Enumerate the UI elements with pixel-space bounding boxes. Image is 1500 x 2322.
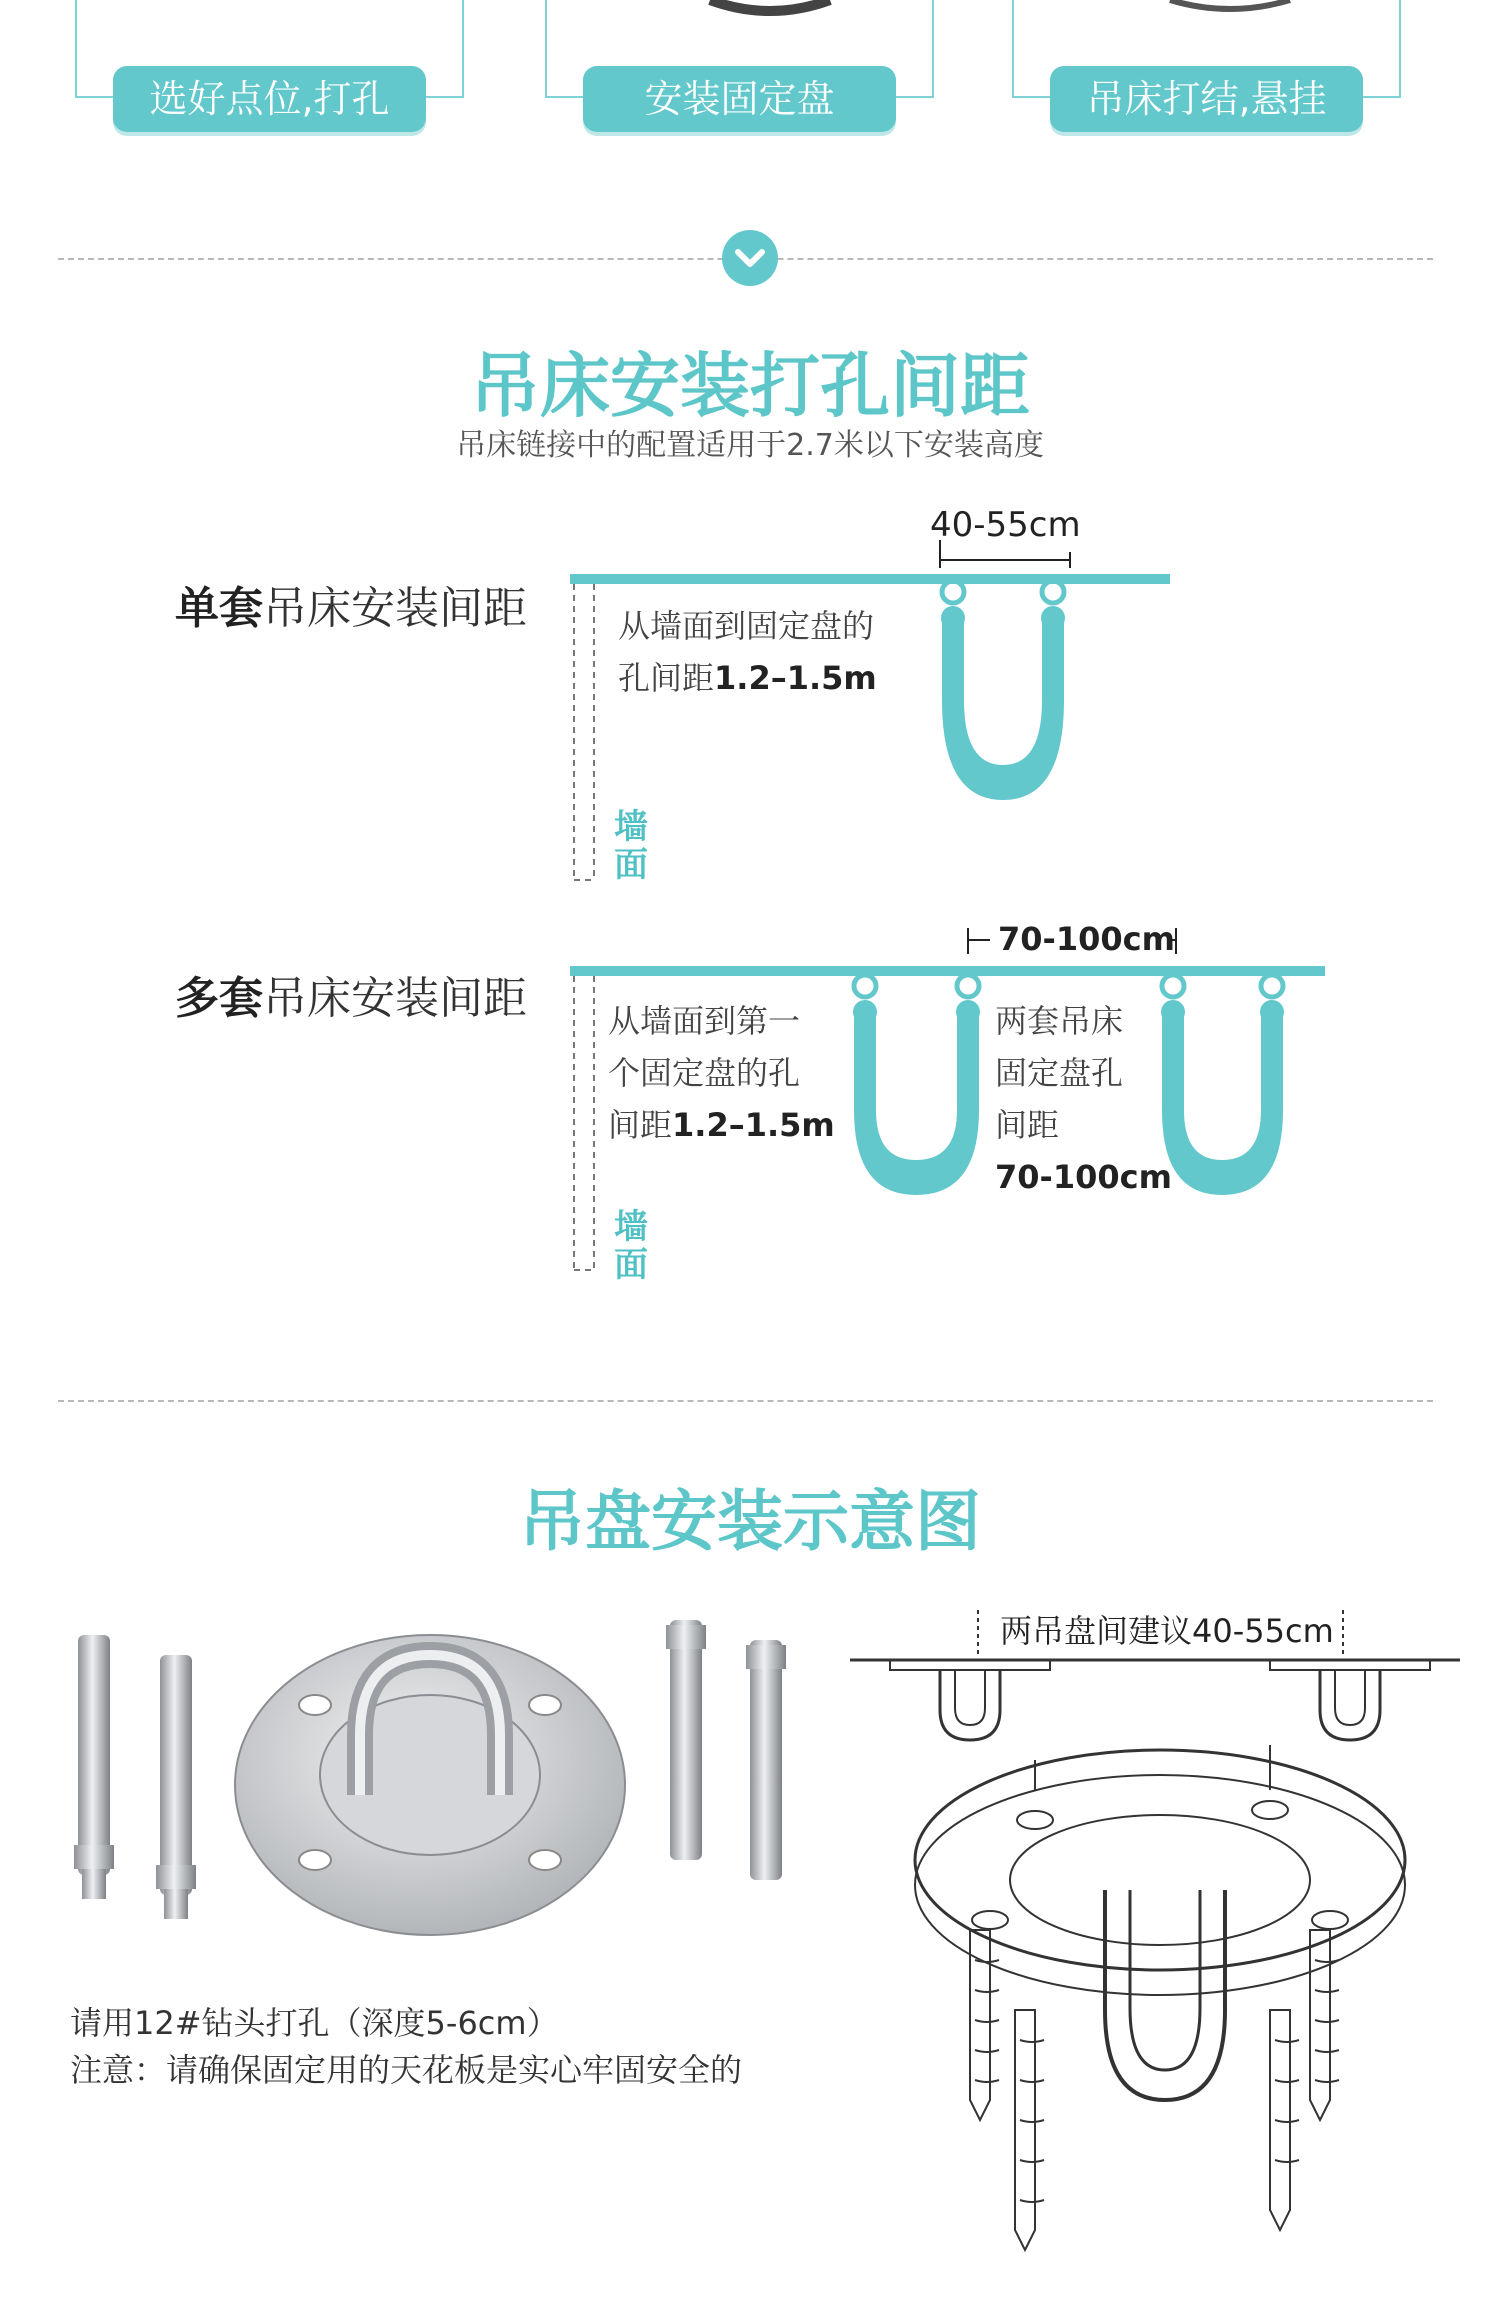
install-caption-2: 注意：请确保固定用的天花板是实心牢固安全的 <box>70 2051 743 2089</box>
expansion-bolt-4 <box>746 1640 786 1880</box>
multi-note-prefix: 间距 <box>608 1106 673 1144</box>
expansion-bolt-1 <box>74 1635 114 1899</box>
step-pill-3 <box>1050 66 1363 132</box>
multi-wall-label: 墙面 <box>614 1207 648 1285</box>
multi-set-label <box>175 962 527 1026</box>
single-wall-label: 墙面 <box>614 807 648 885</box>
multi-between-value <box>995 1151 1172 1203</box>
multi-dimension-label: 70-100cm <box>998 920 1175 958</box>
multi-set-label-rest: 吊床安装间距 <box>263 973 527 1024</box>
single-note <box>618 600 877 704</box>
multi-between-value-text: 70-100cm <box>995 1158 1172 1196</box>
step-label-3: 吊床打结,悬挂 <box>1086 77 1327 121</box>
single-note-line2 <box>618 652 877 704</box>
single-set-label-bold: 单套 <box>175 583 263 634</box>
single-note-value: 1.2–1.5m <box>714 659 877 697</box>
installation-line-diagram <box>850 1590 1470 2310</box>
step-label-1: 选好点位,打孔 <box>149 77 390 121</box>
expansion-bolt-3 <box>666 1620 706 1860</box>
multi-between-line3: 间距 <box>995 1106 1060 1144</box>
single-dimension-label: 40-55cm <box>930 505 1081 545</box>
step-pill-1 <box>113 66 426 132</box>
multi-between-note <box>995 995 1172 1203</box>
multi-set-label-bold: 多套 <box>175 973 263 1024</box>
multi-note-line2: 个固定盘的孔 <box>608 1054 801 1092</box>
chevron-down-icon <box>722 230 778 286</box>
multi-note-line3 <box>608 1099 835 1151</box>
install-section-title: 吊盘安装示意图 <box>519 1483 981 1560</box>
multi-note-value: 1.2–1.5m <box>672 1106 835 1144</box>
spacing-section-subtitle: 吊床链接中的配置适用于2.7米以下安装高度 <box>456 428 1044 463</box>
install-caption-1: 请用12#钻头打孔（深度5-6cm） <box>70 2004 559 2042</box>
expansion-bolt-2 <box>156 1655 196 1919</box>
step-image-fragment-3 <box>1030 0 1430 30</box>
step-label-2: 安装固定盘 <box>644 77 835 121</box>
single-hammock-diagram <box>570 540 1190 890</box>
single-note-prefix: 孔间距 <box>618 659 715 697</box>
install-diagram-label: 两吊盘间建议40-55cm <box>1000 1612 1334 1650</box>
multi-between-line1: 两套吊床 <box>995 1002 1124 1040</box>
single-set-label-rest: 吊床安装间距 <box>263 583 527 634</box>
multi-between-line2: 固定盘孔 <box>995 1054 1124 1092</box>
section-divider-bottom <box>58 1400 1433 1402</box>
multi-note-line1: 从墙面到第一 <box>608 1002 801 1040</box>
multi-note <box>608 995 835 1151</box>
step-image-fragment-2 <box>560 0 980 30</box>
hanging-plate-product-image <box>60 1595 820 1975</box>
step-pill-2 <box>583 66 896 132</box>
spacing-section-title: 吊床安装打孔间距 <box>470 345 1030 427</box>
single-set-label <box>175 572 527 636</box>
single-note-line1: 从墙面到固定盘的 <box>618 607 875 645</box>
